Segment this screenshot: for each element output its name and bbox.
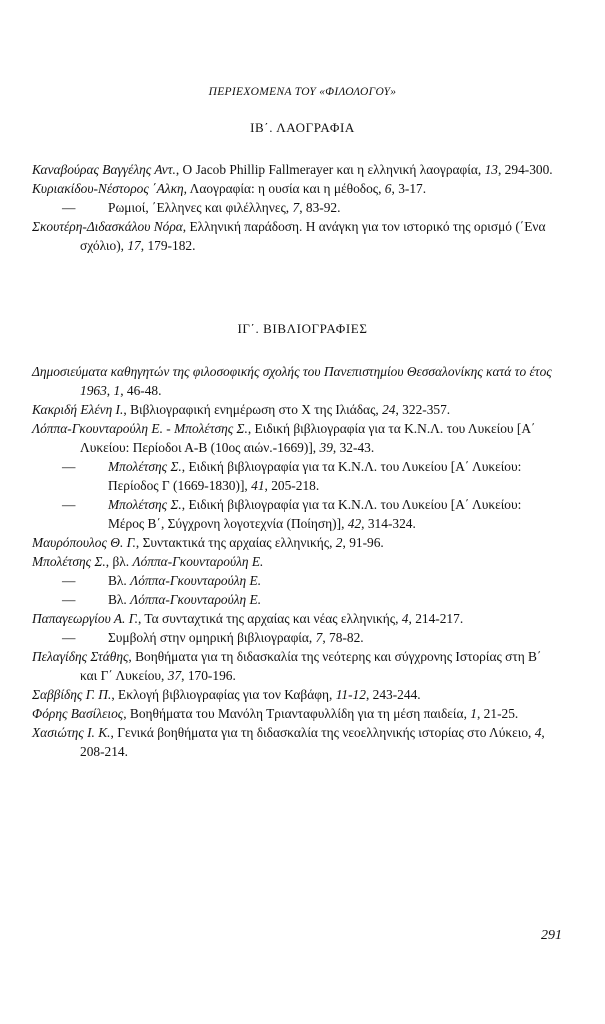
entry-title: Ειδική βιβλιογραφία για τα Κ.Ν.Λ. του Λυκείου [Α΄ Λυκείου: Μέρος Β΄, Σύγχρονη λογοτεχνία (Ποίηση)] bbox=[108, 497, 522, 531]
entry-separator: , bbox=[247, 421, 255, 436]
entry-separator: , bbox=[181, 459, 189, 474]
entry-author: Πελαγίδης Στάθης bbox=[32, 649, 129, 664]
entry-separator: , bbox=[105, 554, 113, 569]
bibliography-entry: Μαυρόπουλος Θ. Γ., Συντακτικά της αρχαίας ελληνικής, 2, 91-96. bbox=[32, 535, 384, 550]
section-heading-laografia: ΙΒ΄. ΛΑΟΓΡΑΦΙΑ bbox=[250, 120, 355, 135]
bibliography-entry: — Ρωμιοί, ΄Ελληνες και φιλέλληνες, 7, 83-92. bbox=[62, 200, 341, 215]
ditto-dash: — bbox=[62, 592, 76, 607]
section-bibliografies-entries bbox=[32, 362, 556, 761]
entry-title: Ειδική βιβλιογραφία για τα Κ.Ν.Λ. του Λυκείου [Α΄ Λυκείου: Περίοδοι Α-Β (10ος αιών.-1669)] bbox=[80, 421, 536, 455]
entry-separator: , bbox=[181, 497, 189, 512]
entry-separator: , bbox=[137, 611, 145, 626]
entry-pages: 32-43. bbox=[339, 440, 375, 455]
entry-issue: 39 bbox=[319, 440, 333, 455]
entry-pages: 91-96. bbox=[349, 535, 384, 550]
entry-author: Μπολέτσης Σ. bbox=[32, 554, 106, 569]
bibliography-entry: Κακριδή Ελένη Ι., Βιβλιογραφική ενημέρωση στο Χ της Ιλιάδας, 24, 322-357. bbox=[32, 402, 451, 417]
entry-title: Γενικά βοηθήματα για τη διδασκαλία της νεοελληνικής ιστορίας στο Λύκειο bbox=[117, 725, 529, 740]
entry-issue: 42 bbox=[347, 516, 362, 531]
entry-author: Σκουτέρη-Διδασκάλου Νόρα bbox=[32, 219, 183, 234]
entry-title: βλ. bbox=[112, 554, 130, 569]
entry-issue: 37 bbox=[167, 668, 182, 683]
entry-pages: 205-218. bbox=[271, 478, 320, 493]
ditto-dash: — bbox=[62, 459, 76, 474]
entry-title: Βλ. bbox=[108, 573, 127, 588]
entry-issue: 17 bbox=[127, 238, 141, 253]
bibliography-entry: — Μπολέτσης Σ., Ειδική βιβλιογραφία για τα Κ.Ν.Λ. του Λυκείου [Α΄ Λυκείου: Μέρος Β΄, Σύγχρονη λογοτεχνία (Ποίηση)], 42, 314-324. bbox=[62, 497, 522, 531]
entry-title: Συντακτικά της αρχαίας ελληνικής bbox=[142, 535, 330, 550]
entry-title: Ειδική βιβλιογραφία για τα Κ.Ν.Λ. του Λυκείου [Α΄ Λυκείου: Περίοδος Γ (1669-1830)] bbox=[108, 459, 522, 493]
bibliography-entry bbox=[32, 552, 556, 571]
entry-author: Σαββίδης Γ. Π. bbox=[32, 687, 112, 702]
entry-pages: 322-357. bbox=[402, 402, 451, 417]
entry-pages: 170-196. bbox=[187, 668, 236, 683]
page-number: 291 bbox=[541, 928, 562, 943]
bibliography-entry bbox=[32, 571, 556, 590]
entry-author: Μπολέτσης Σ. bbox=[108, 497, 182, 512]
entry-author: Καναβούρας Βαγγέλης Αντ. bbox=[32, 162, 176, 177]
entry-author: Μαυρόπουλος Θ. Γ. bbox=[32, 535, 136, 550]
ditto-dash: — bbox=[62, 573, 76, 588]
entry-author: Φόρης Βασίλειος bbox=[32, 706, 124, 721]
entry-separator: , bbox=[128, 649, 136, 664]
bibliography-entry: Λόππα-Γκουνταρούλη Ε. - Μπολέτσης Σ., Ειδική βιβλιογραφία για τα Κ.Ν.Λ. του Λυκείου [Α΄ Λυκείου: Περίοδοι Α-Β (10ος αιών.-1669)], 39, 32-43. bbox=[32, 421, 536, 455]
entry-pages: 21-25. bbox=[483, 706, 519, 721]
entry-pages: 208-214. bbox=[80, 744, 128, 759]
entry-author: Λόππα-Γκουνταρούλη Ε. - Μπολέτσης Σ. bbox=[32, 421, 248, 436]
bibliography-entry: Σαββίδης Γ. Π., Εκλογή βιβλιογραφίας για τον Καβάφη, 11-12, 243-244. bbox=[32, 687, 421, 702]
entry-pages: 3-17. bbox=[398, 181, 427, 196]
entry-pages: 214-217. bbox=[415, 611, 464, 626]
entry-title: Βοηθήματα για τη διδασκαλία της νεότερης και σύγχρονης Ιστορίας στη Β΄ και Γ΄ Λυκείου bbox=[80, 649, 542, 683]
bibliography-entry: Παπαγεωργίου Α. Γ., Τα συνταχτικά της αρχαίας και νέας ελληνικής, 4, 214-217. bbox=[32, 611, 464, 626]
entry-title: Εκλογή βιβλιογραφίας για τον Καβάφη bbox=[118, 687, 329, 702]
entry-cross-reference: Λόππα-Γκουνταρούλη Ε. bbox=[132, 554, 264, 569]
entry-issue: 24 bbox=[382, 402, 396, 417]
bibliography-entry: Δημοσιεύματα καθηγητών της φιλοσοφικής σχολής του Πανεπιστημίου Θεσσαλονίκης κατά το έτος 1963, 1, 46-48. bbox=[32, 364, 552, 398]
entry-issue: 2 bbox=[335, 535, 343, 550]
entry-title: Ο Jacob Phillip Fallmerayer και η ελληνική λαογραφία bbox=[182, 162, 478, 177]
entry-issue: 13 bbox=[484, 162, 498, 177]
entry-issue: 41 bbox=[251, 478, 265, 493]
entry-pages: 294-300. bbox=[504, 162, 553, 177]
entry-issue: 7 bbox=[292, 200, 300, 215]
running-head: ΠΕΡΙΕΧΟΜΕΝΑ ΤΟΥ «ΦΙΛΟΛΟΓΟΥ» bbox=[208, 86, 397, 98]
ditto-dash: — bbox=[62, 497, 76, 512]
entry-pages: 78-82. bbox=[329, 630, 364, 645]
entry-title: Τα συνταχτικά της αρχαίας και νέας ελληνικής bbox=[144, 611, 396, 626]
entry-title: Βλ. bbox=[108, 592, 127, 607]
entry-separator: , bbox=[183, 181, 190, 196]
entry-issue: 11-12 bbox=[335, 687, 366, 702]
bibliography-entry: — Μπολέτσης Σ., Ειδική βιβλιογραφία για τα Κ.Ν.Λ. του Λυκείου [Α΄ Λυκείου: Περίοδος Γ (1669-1830)], 41, 205-218. bbox=[62, 459, 522, 493]
entry-separator: , bbox=[123, 706, 130, 721]
entry-author: Μπολέτσης Σ. bbox=[108, 459, 182, 474]
entry-title: Δημοσιεύματα καθηγητών της φιλοσοφικής σχολής του Πανεπιστημίου Θεσσαλονίκης κατά το έτος 1963 bbox=[32, 364, 552, 398]
entry-title: Ρωμιοί, ΄Ελληνες και φιλέλληνες bbox=[108, 200, 286, 215]
entry-author: Παπαγεωργίου Α. Γ. bbox=[32, 611, 138, 626]
entry-cross-reference: Λόππα-Γκουνταρούλη Ε. bbox=[130, 573, 262, 588]
section-laografia-entries bbox=[32, 160, 556, 255]
entry-issue: 6 bbox=[384, 181, 392, 196]
entry-separator: , bbox=[123, 402, 131, 417]
entry-issue: 1 bbox=[470, 706, 477, 721]
entry-separator: , bbox=[182, 219, 190, 234]
entry-pages: 243-244. bbox=[372, 687, 421, 702]
entry-pages: 179-182. bbox=[147, 238, 196, 253]
bibliography-entry bbox=[32, 590, 556, 609]
entry-cross-reference: Λόππα-Γκουνταρούλη Ε. bbox=[130, 592, 262, 607]
bibliography-entry: Φόρης Βασίλειος, Βοηθήματα του Μανόλη Τριανταφυλλίδη για τη μέση παιδεία, 1, 21-25. bbox=[32, 706, 519, 721]
ditto-dash: — bbox=[62, 630, 76, 645]
entry-title: Ελληνική παράδοση. Η ανάγκη για τον ιστορικό της ορισμό (΄Ενα σχόλιο) bbox=[80, 219, 546, 253]
entry-issue: 4 bbox=[401, 611, 409, 626]
ditto-dash: — bbox=[62, 200, 76, 215]
entry-title: Βοηθήματα του Μανόλη Τριανταφυλλίδη για τη μέση παιδεία bbox=[129, 706, 464, 721]
entry-author: Κυριακίδου-Νέστορος ΄Αλκη bbox=[32, 181, 184, 196]
entry-separator: , bbox=[175, 162, 183, 177]
entry-title: Λαογραφία: η ουσία και η μέθοδος bbox=[189, 181, 379, 196]
bibliography-entry: Χασιώτης Ι. Κ., Γενικά βοηθήματα για τη διδασκαλία της νεοελληνικής ιστορίας στο Λύκειο, 4, 208-214. bbox=[32, 725, 545, 759]
entry-author: Κακριδή Ελένη Ι. bbox=[32, 402, 124, 417]
entry-issue: 4 bbox=[534, 725, 542, 740]
entry-author: Χασιώτης Ι. Κ. bbox=[32, 725, 111, 740]
entry-issue: 1 bbox=[113, 383, 121, 398]
bibliography-entry: Σκουτέρη-Διδασκάλου Νόρα, Ελληνική παράδοση. Η ανάγκη για τον ιστορικό της ορισμό (΄Ενα σχόλιο), 17, 179-182. bbox=[32, 219, 546, 253]
entry-title: Συμβολή στην ομηρική βιβλιογραφία bbox=[108, 630, 309, 645]
entry-pages: 46-48. bbox=[126, 383, 162, 398]
section-heading-bibliografies: ΙΓ΄. ΒΙΒΛΙΟΓΡΑΦΙΕΣ bbox=[237, 321, 368, 336]
entry-separator: , bbox=[135, 535, 143, 550]
entry-separator: , bbox=[110, 725, 118, 740]
entry-title: Βιβλιογραφική ενημέρωση στο Χ της Ιλιάδας bbox=[130, 402, 376, 417]
entry-issue: 7 bbox=[315, 630, 323, 645]
bibliography-entry: Πελαγίδης Στάθης, Βοηθήματα για τη διδασκαλία της νεότερης και σύγχρονης Ιστορίας στη Β΄ και Γ΄ Λυκείου, 37, 170-196. bbox=[32, 649, 542, 683]
entry-pages: 314-324. bbox=[367, 516, 416, 531]
entry-pages: 83-92. bbox=[305, 200, 341, 215]
bibliography-entry: Κυριακίδου-Νέστορος ΄Αλκη, Λαογραφία: η ουσία και η μέθοδος, 6, 3-17. bbox=[32, 181, 427, 196]
bibliography-entry: — Συμβολή στην ομηρική βιβλιογραφία, 7, 78-82. bbox=[62, 630, 364, 645]
entry-separator: , bbox=[111, 687, 119, 702]
bibliography-entry: Καναβούρας Βαγγέλης Αντ., Ο Jacob Phillip Fallmerayer και η ελληνική λαογραφία, 13, 294-300. bbox=[32, 162, 553, 177]
